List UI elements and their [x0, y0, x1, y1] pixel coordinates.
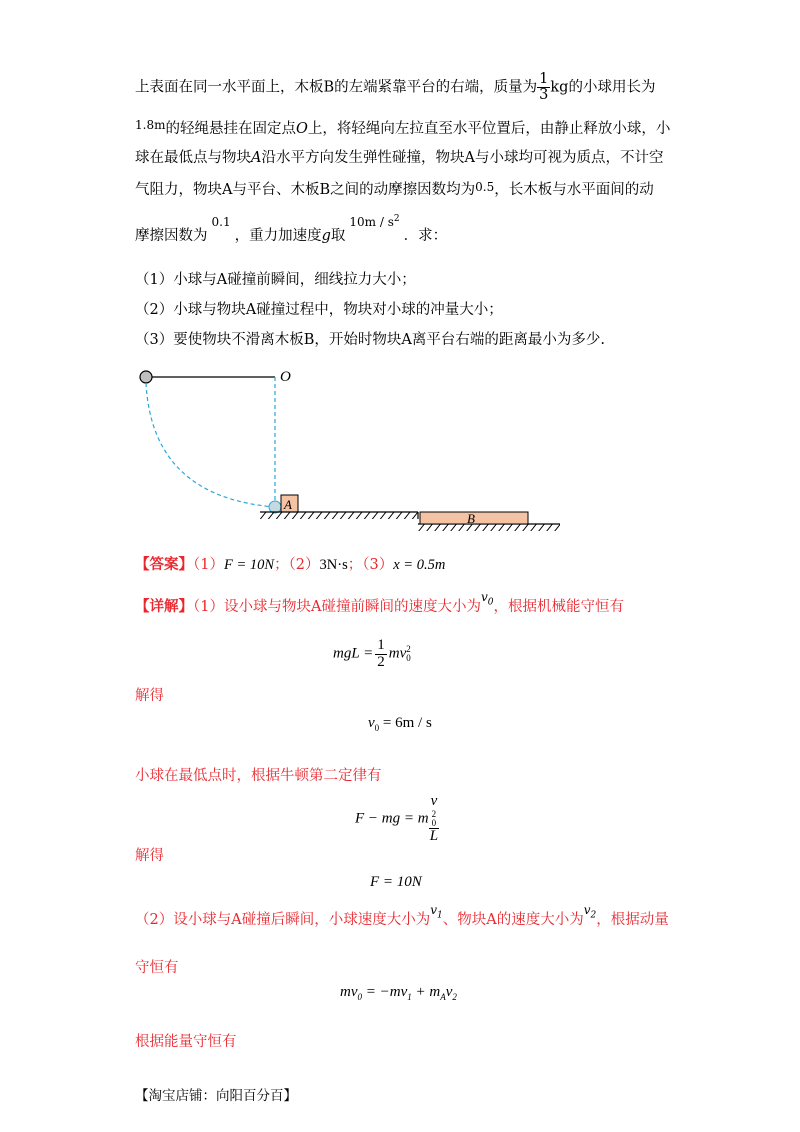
g-value: 10m / s — [349, 215, 394, 229]
text: ；（3） — [347, 557, 394, 573]
mass-fraction: $\frac{1}{3}$ — [539, 71, 549, 104]
text: 上，将轻绳向左拉直至水平位置后，由静止释放小球，小 — [307, 121, 671, 137]
ground-hatch — [418, 524, 560, 531]
question-1: （1）小球与A碰撞前瞬间，细线拉力大小； — [135, 272, 416, 288]
v1-symbol: v — [430, 903, 437, 917]
ball-initial — [140, 371, 152, 383]
problem-line-1 — [135, 72, 655, 103]
solution-line-1 — [135, 590, 624, 618]
text: 、物块A的速度大小为 — [442, 912, 584, 928]
text: （1）设小球与物块A碰撞前瞬间的速度大小为 — [193, 599, 481, 615]
question-2: （2）小球与物块A碰撞过程中，物块对小球的冲量大小； — [135, 302, 503, 318]
subscript: 0 — [406, 653, 411, 664]
subscript: 2 — [452, 992, 457, 1002]
mu-value: 0.5 — [475, 180, 495, 194]
solution-tag: 【详解】 — [135, 598, 193, 615]
mass-unit: kg — [550, 79, 569, 96]
problem-line-3 — [135, 150, 663, 167]
solution-line-5: 根据能量守恒有 — [135, 1034, 237, 1050]
problem-line-2 — [135, 118, 670, 138]
ball-bottom — [269, 501, 281, 513]
subscript: 0 — [431, 817, 437, 828]
term: + m — [411, 984, 441, 1000]
answer-3: x = 0.5m — [393, 557, 446, 573]
label-a: A — [284, 497, 292, 512]
text: 的轻绳悬挂在固定点 — [165, 121, 296, 137]
question-3: （3）要使物块不滑离木板B，开始时物块A离平台右端的距离最小为多少. — [135, 332, 605, 348]
term: v — [445, 984, 453, 1000]
symbol-g: g — [321, 228, 331, 244]
text: 上表面在同一水平面上，木板B的左端紧靠平台的右端，质量为 — [135, 79, 538, 96]
subscript: 1 — [436, 910, 443, 921]
answer-tag: 【答案】 — [135, 556, 193, 573]
subscript: 0 — [357, 992, 362, 1002]
equation-2 — [368, 715, 432, 733]
eq-left: F − mg = m — [355, 810, 429, 827]
text: （1） — [193, 557, 224, 573]
equation-4: F = 10N — [370, 874, 422, 890]
point-o: O — [295, 121, 308, 137]
subscript: 0 — [487, 597, 494, 608]
text: ；（2） — [274, 557, 320, 573]
eq-left: mgL = — [333, 645, 374, 662]
platform-hatch — [260, 512, 418, 519]
numerator: v — [430, 793, 438, 809]
equation-3 — [355, 794, 439, 845]
eq-fraction: $\frac{1}{2}$ — [377, 637, 385, 670]
text: ，根据动量 — [596, 912, 669, 928]
label-o: O — [280, 369, 291, 385]
swing-arc — [146, 383, 275, 507]
equation-1 — [333, 638, 411, 671]
label-b: B — [467, 511, 475, 526]
eq-v: v — [368, 715, 375, 731]
block-a: A — [251, 150, 262, 166]
v0-symbol: v — [480, 590, 488, 604]
text: 摩擦因数为 — [135, 228, 208, 244]
text: ，根据机械能守恒有 — [493, 599, 624, 615]
text: （2）设小球与A碰撞后瞬间，小球速度大小为 — [135, 912, 431, 928]
eq-right: = 6m / s — [379, 715, 432, 731]
solve-label-2: 解得 — [135, 848, 164, 864]
text: 气阻力，物块A与平台、木板B之间的动摩擦因数均为 — [135, 182, 476, 198]
v2-symbol: v — [583, 903, 591, 917]
superscript: 2 — [406, 644, 411, 655]
rope-length: 1.8m — [135, 118, 166, 132]
problem-line-4 — [135, 180, 654, 199]
equation-5 — [340, 984, 457, 1002]
eq-right: mv — [388, 645, 407, 662]
solve-label-1: 解得 — [135, 688, 164, 704]
text: ，长木板与水平面间的动 — [494, 182, 654, 198]
term: mv — [340, 984, 358, 1000]
denominator: L — [429, 827, 439, 844]
answer-line — [135, 556, 445, 574]
subscript: A — [440, 992, 446, 1002]
subscript: 0 — [374, 723, 380, 733]
mu-value-2: 0.1 — [211, 215, 231, 229]
text: 球在最低点与物块 — [135, 150, 251, 166]
text: 的小球用长为 — [568, 79, 656, 96]
solution-line-4: 守恒有 — [135, 960, 179, 976]
subscript: 1 — [407, 992, 412, 1002]
solution-line-2: 小球在最低点时，根据牛顿第二定律有 — [135, 768, 382, 784]
text: 取 — [330, 228, 346, 244]
text: ．求： — [403, 228, 448, 244]
subscript: 2 — [590, 910, 597, 921]
term: = −mv — [362, 984, 408, 1000]
answer-2: 3N·s — [319, 557, 348, 573]
footer-shop: 【淘宝店铺：向阳百分百】 — [135, 1088, 297, 1104]
answer-1: F = 10N — [223, 557, 275, 573]
text: 沿水平方向发生弹性碰撞，物块A与小球均可视为质点，不计空 — [261, 150, 664, 166]
g-exponent: 2 — [393, 214, 400, 224]
superscript: 2 — [431, 808, 437, 819]
problem-line-5 — [135, 214, 448, 245]
text: ，重力加速度 — [234, 228, 322, 244]
eq-fraction — [429, 794, 440, 845]
solution-line-3 — [135, 903, 669, 931]
physics-diagram — [130, 362, 570, 542]
